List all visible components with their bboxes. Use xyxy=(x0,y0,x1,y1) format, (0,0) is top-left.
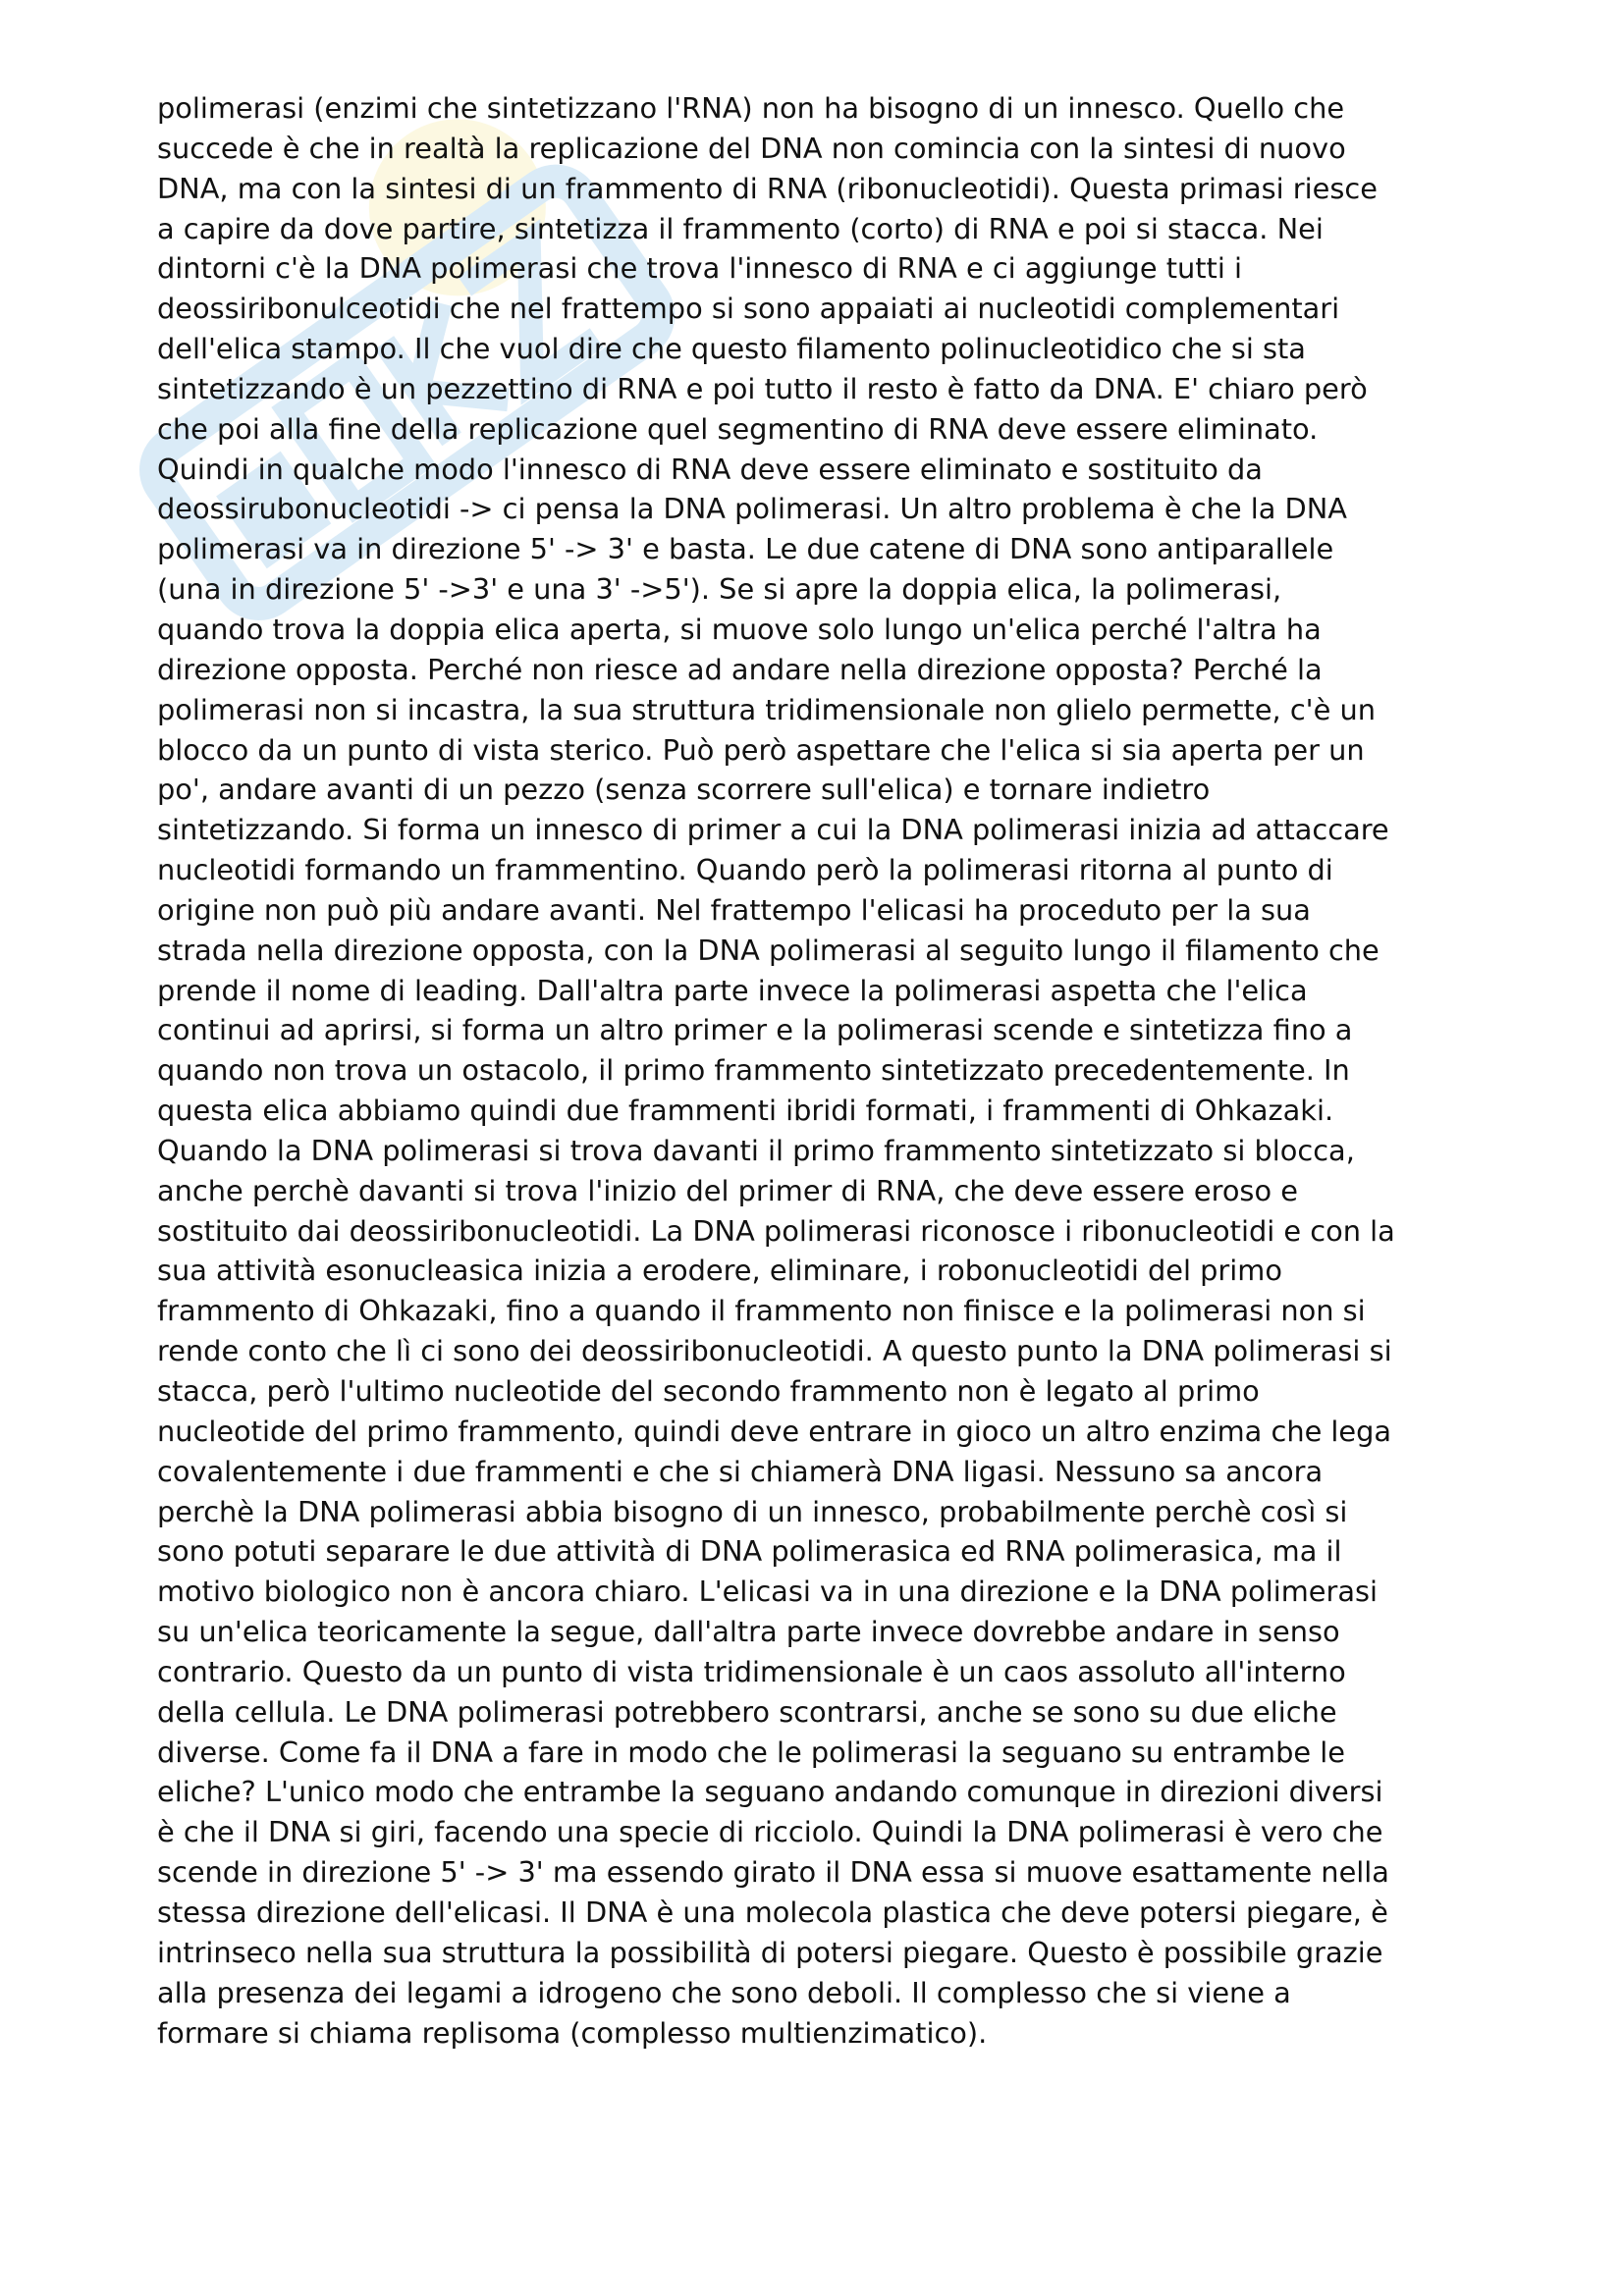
text-line: intrinseco nella sua struttura la possibilità di potersi piegare. Questo è possibile grazie xyxy=(157,1935,1383,1969)
text-line: sintetizzando. Si forma un innesco di primer a cui la DNA polimerasi inizia ad attaccare xyxy=(157,813,1389,847)
text-line: sintetizzando è un pezzettino di RNA e poi tutto il resto è fatto da DNA. E' chiaro però xyxy=(157,371,1368,405)
text-line: anche perchè davanti si trova l'inizio del primer di RNA, che deve essere eroso e xyxy=(157,1173,1298,1207)
text-line: strada nella direzione opposta, con la DNA polimerasi al seguito lungo il filamento che xyxy=(157,933,1380,967)
text-line: quando non trova un ostacolo, il primo frammento sintetizzato precedentemente. In xyxy=(157,1053,1350,1088)
text-line: a capire da dove partire, sintetizza il frammento (corto) di RNA e poi si stacca. Nei xyxy=(157,211,1324,245)
text-line: sua attività esonucleasica inizia a erodere, eliminare, i robonucleotidi del primo xyxy=(157,1254,1282,1288)
text-line: perchè la DNA polimerasi abbia bisogno di un innesco, probabilmente perchè così si xyxy=(157,1494,1348,1528)
text-line: deossirubonucleotidi -> ci pensa la DNA polimerasi. Un altro problema è che la DNA xyxy=(157,492,1347,526)
text-line: Quindi in qualche modo l'innesco di RNA deve essere eliminato e sostituito da xyxy=(157,452,1263,486)
text-line: formare si chiama replisoma (complesso multienzimatico). xyxy=(157,2015,988,2050)
text-line: questa elica abbiamo quindi due frammenti ibridi formati, i frammenti di Ohkazaki. xyxy=(157,1094,1334,1128)
text-line: deossiribonulceotidi che nel frattempo si sono appaiati ai nucleotidi complementari xyxy=(157,292,1340,326)
text-line: dintorni c'è la DNA polimerasi che trova l'innesco di RNA e ci aggiunge tutti i xyxy=(157,251,1242,286)
text-line: succede è che in realtà la replicazione del DNA non comincia con la sintesi di nuovo xyxy=(157,131,1346,165)
text-line: polimerasi va in direzione 5' -> 3' e basta. Le due catene di DNA sono antiparallele xyxy=(157,532,1334,566)
text-line: (una in direzione 5' ->3' e una 3' ->5'). Se si apre la doppia elica, la polimerasi, xyxy=(157,572,1282,607)
text-line: stessa direzione dell'elicasi. Il DNA è una molecola plastica che deve potersi piegare, è xyxy=(157,1895,1388,1929)
text-line: scende in direzione 5' -> 3' ma essendo girato il DNA essa si muove esattamente nella xyxy=(157,1855,1389,1890)
text-line: DNA, ma con la sintesi di un frammento di RNA (ribonucleotidi). Questa primasi riesce xyxy=(157,171,1378,205)
text-line: che poi alla fine della replicazione quel segmentino di RNA deve essere eliminato. xyxy=(157,411,1319,446)
text-line: origine non può più andare avanti. Nel frattempo l'elicasi ha proceduto per la sua xyxy=(157,892,1311,927)
text-line: nucleotidi formando un frammentino. Quando però la polimerasi ritorna al punto di xyxy=(157,853,1333,887)
text-line: della cellula. Le DNA polimerasi potrebbero scontrarsi, anche se sono su due eliche xyxy=(157,1694,1337,1729)
text-line: prende il nome di leading. Dall'altra parte invece la polimerasi aspetta che l'elica xyxy=(157,973,1308,1007)
text-line: motivo biologico non è ancora chiaro. L'elicasi va in una direzione e la DNA polimerasi xyxy=(157,1575,1378,1609)
text-line: diverse. Come fa il DNA a fare in modo che le polimerasi la seguano su entrambe le xyxy=(157,1735,1345,1769)
text-line: blocco da un punto di vista sterico. Può però aspettare che l'elica si sia aperta per un xyxy=(157,732,1365,767)
text-line: è che il DNA si giri, facendo una specie di ricciolo. Quindi la DNA polimerasi è vero che xyxy=(157,1815,1383,1849)
text-line: rende conto che lì ci sono dei deossiribonucleotidi. A questo punto la DNA polimerasi si xyxy=(157,1334,1392,1368)
text-line: sono potuti separare le due attività di DNA polimerasica ed RNA polimerasica, ma il xyxy=(157,1534,1342,1569)
text-line: direzione opposta. Perché non riesce ad andare nella direzione opposta? Perché la xyxy=(157,652,1323,686)
text-line: contrario. Questo da un punto di vista tridimensionale è un caos assoluto all'interno xyxy=(157,1654,1346,1688)
text-line: sostituito dai deossiribonucleotidi. La DNA polimerasi riconosce i ribonucleotidi e con la xyxy=(157,1213,1395,1248)
text-line: eliche? L'unico modo che entrambe la seguano andando comunque in direzioni diversi xyxy=(157,1775,1383,1809)
text-line: nucleotide del primo frammento, quindi deve entrare in gioco un altro enzima che lega xyxy=(157,1414,1392,1448)
text-line: continui ad aprirsi, si forma un altro primer e la polimerasi scende e sintetizza fino a xyxy=(157,1013,1353,1047)
document-body-text xyxy=(157,88,1492,2053)
text-line: Quando la DNA polimerasi si trova davanti il primo frammento sintetizzato si blocca, xyxy=(157,1133,1355,1167)
text-line: quando trova la doppia elica aperta, si muove solo lungo un'elica perché l'altra ha xyxy=(157,612,1322,646)
text-line: alla presenza dei legami a idrogeno che sono deboli. Il complesso che si viene a xyxy=(157,1975,1291,2009)
text-line: polimerasi non si incastra, la sua struttura tridimensionale non glielo permette, c'è un xyxy=(157,692,1376,726)
text-line: po', andare avanti di un pezzo (senza scorrere sull'elica) e tornare indietro xyxy=(157,773,1211,807)
text-line: covalentemente i due frammenti e che si chiamerà DNA ligasi. Nessuno sa ancora xyxy=(157,1454,1324,1488)
text-line: su un'elica teoricamente la segue, dall'altra parte invece dovrebbe andare in senso xyxy=(157,1615,1340,1649)
text-line: stacca, però l'ultimo nucleotide del secondo frammento non è legato al primo xyxy=(157,1374,1260,1408)
text-line: polimerasi (enzimi che sintetizzano l'RNA) non ha bisogno di un innesco. Quello che xyxy=(157,91,1345,125)
text-line: dell'elica stampo. Il che vuol dire che questo filamento polinucleotidico che si sta xyxy=(157,332,1306,366)
text-line: frammento di Ohkazaki, fino a quando il frammento non finisce e la polimerasi non si xyxy=(157,1294,1366,1328)
